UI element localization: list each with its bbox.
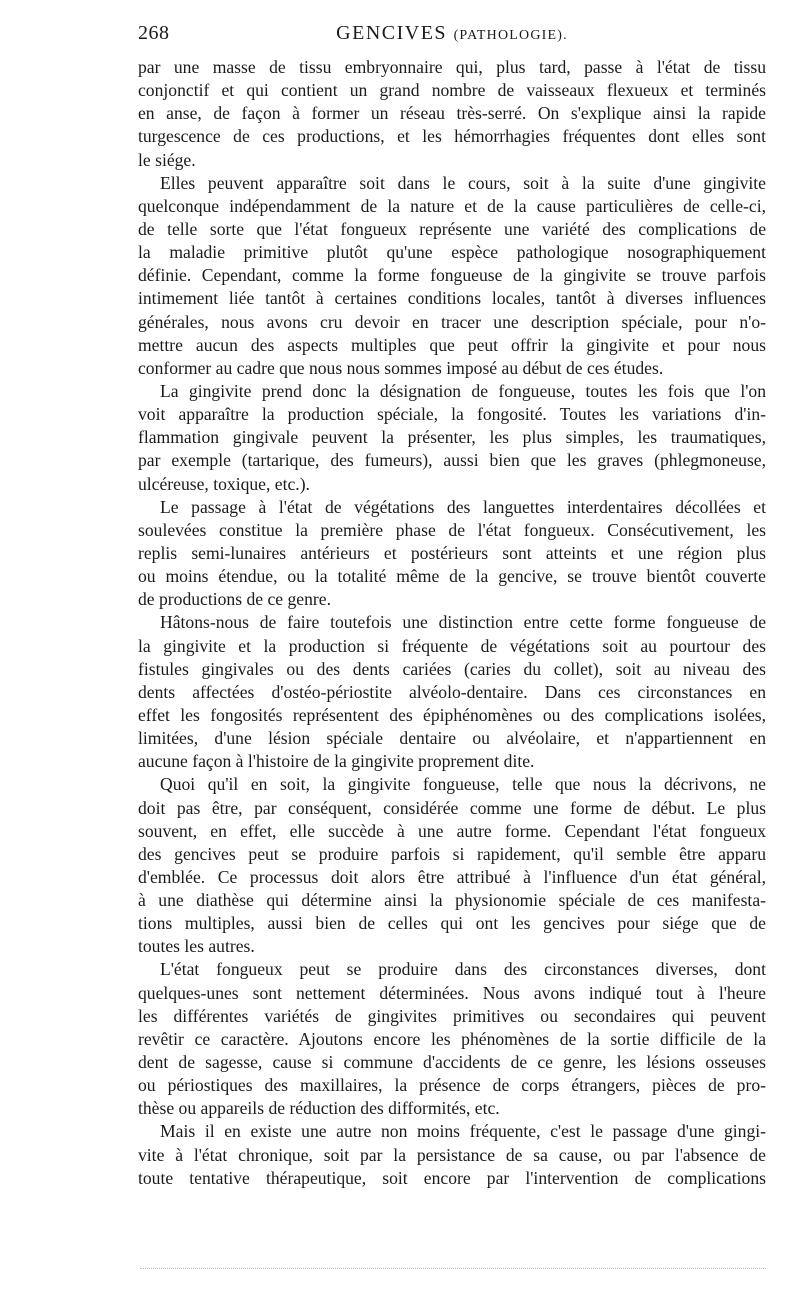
text-line: la gingivite et la production si fréquente de végétations soit au pourtour des [138,635,766,656]
text-line: La gingivite prend donc la désignation de fongueuse, toutes les fois que l'on [160,380,766,401]
text-line: les différentes variétés de gingivites primitives ou secondaires qui peuvent [138,1005,766,1026]
body-text [138,56,766,1190]
text-line: dent de sagesse, cause si commune d'accidents de ce genre, les lésions osseuses [138,1052,766,1073]
running-title-main: GENCIVES [336,22,448,44]
text-line: conformer au cadre que nous nous sommes imposé au début de ces études. [138,357,664,378]
text-line: à une diathèse qui détermine ainsi la physionomie spéciale de ces manifesta- [138,890,766,911]
text-line: quelques-unes sont nettement déterminées. Nous avons indiqué tout à l'heure [138,982,766,1003]
text-line: de productions de ce genre. [138,589,331,610]
text-line: aucune façon à l'histoire de la gingivite proprement dite. [138,751,535,772]
text-line: ulcéreuse, toxique, etc.). [138,473,310,494]
text-line: doit pas être, par conséquent, considérée comme une forme de début. Le plus [138,797,766,818]
text-line: Hâtons-nous de faire toutefois une distinction entre cette forme fongueuse de [160,612,766,633]
text-line: générales, nous avons cru devoir en tracer une description spéciale, pour n'o- [138,311,766,332]
text-line: par une masse de tissu embryonnaire qui, plus tard, passe à l'état de tissu [138,57,766,77]
text-line: fistules gingivales ou des dents cariées (caries du collet), soit au niveau des [138,658,766,679]
text-line: toute tentative thérapeutique, soit encore par l'intervention de complications [138,1167,766,1188]
running-title-subtitle: (PATHOLOGIE). [453,28,568,43]
text-line: des gencives peut se produire parfois si rapidement, qu'il semble être apparu [138,843,766,864]
text-line: conjonctif et qui contient un grand nombre de vaisseaux flexueux et terminés [138,80,766,101]
text-line: quelconque indépendamment de la nature et de la cause particulières de celle-ci, [138,195,766,216]
text-line: L'état fongueux peut se produire dans des circonstances diverses, dont [160,959,766,980]
text-line: ou moins étendue, ou la totalité même de la gencive, se trouve bientôt couverte [138,566,766,587]
text-line: voit apparaître la production spéciale, la fongosité. Toutes les variations d'in- [138,404,766,425]
text-line: de telle sorte que l'état fongueux représente une variété des complications de [138,218,766,239]
running-title [138,22,766,45]
text-line: tions multiples, aussi bien de celles qui ont les gencives pour siége que de [138,913,766,934]
text-line: le siége. [138,149,196,170]
text-line: ou périostiques des maxillaires, la présence de corps étrangers, pièces de pro- [138,1075,766,1096]
text-line: souvent, en effet, elle succède à une autre forme. Cependant l'état fongueux [138,820,766,841]
text-line: thèse ou appareils de réduction des difformités, etc. [138,1098,500,1119]
text-line: la maladie primitive plutôt qu'une espèce pathologique nosographiquement [138,242,766,263]
text-line: par exemple (tartarique, des fumeurs), aussi bien que les graves (phlegmoneuse, [138,450,766,471]
text-line: intimement liée tantôt à certaines conditions locales, tantôt à diverses influences [138,288,766,309]
text-line: Mais il en existe une autre non moins fréquente, c'est le passage d'une gingi- [160,1121,766,1142]
footer-dotted-rule [140,1268,766,1269]
text-line: replis semi-lunaires antérieurs et postérieurs sont atteints et une région plus [138,542,766,563]
text-line: soulevées constitue la première phase de l'état fongueux. Consécutivement, les [138,519,766,540]
text-line: mettre aucun des aspects multiples que peut offrir la gingivite et pour nous [138,334,766,355]
text-line: effet les fongosités représentent des épiphénomènes ou des complications isolées, [138,704,766,725]
running-header [138,22,766,52]
text-line: toutes les autres. [138,936,255,957]
text-line: Elles peuvent apparaître soit dans le cours, soit à la suite d'une gingivite [160,172,766,193]
text-line: dents affectées d'ostéo-périostite alvéolo-dentaire. Dans ces circonstances en [138,681,766,702]
text-line: turgescence de ces productions, et les hémorrhagies fréquentes dont elles sont [138,126,766,147]
text-line: Quoi qu'il en soit, la gingivite fongueuse, telle que nous la décrivons, ne [160,774,766,795]
text-line: définie. Cependant, comme la forme fongueuse de la gingivite se trouve parfois [138,265,766,286]
text-line: limitées, d'une lésion spéciale dentaire ou alvéolaire, et n'appartiennent en [138,728,766,749]
page-number: 268 [138,22,170,44]
text-line: Le passage à l'état de végétations des languettes interdentaires décollées et [160,496,766,517]
text-line: d'emblée. Ce processus doit alors être attribué à l'influence d'un état général, [138,866,766,887]
text-line: revêtir ce caractère. Ajoutons encore les phénomènes de la sortie difficile de la [138,1028,766,1049]
text-line: en anse, de façon à former un réseau très-serré. On s'explique ainsi la rapide [138,103,766,124]
text-line: vite à l'état chronique, soit par la persistance de sa cause, ou par l'absence de [138,1144,766,1165]
text-line: flammation gingivale peuvent la présenter, les plus simples, les traumatiques, [138,427,766,448]
